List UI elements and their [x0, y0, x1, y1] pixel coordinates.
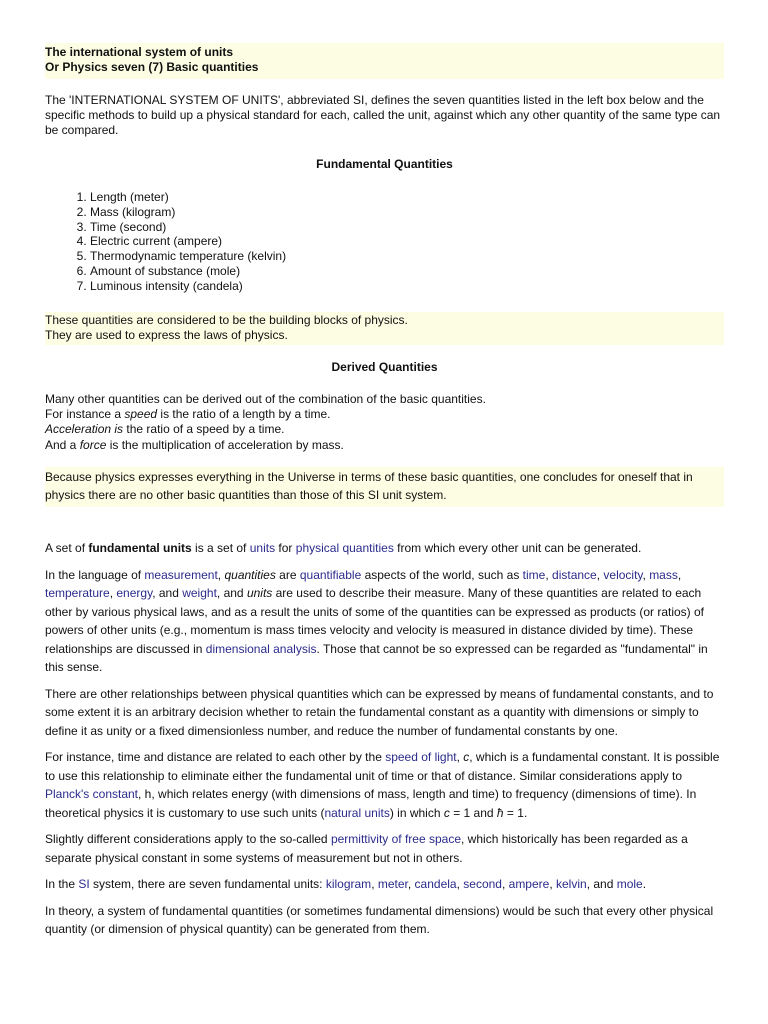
text-run: ,: [549, 877, 556, 891]
bold-term: fundamental units: [88, 541, 192, 555]
building-blocks-line-1: These quantities are considered to be the building blocks of physics.: [45, 313, 408, 327]
list-item: 7. Luminous intensity (candela): [90, 279, 724, 294]
link-second[interactable]: second: [463, 877, 502, 891]
link-dimensional-analysis[interactable]: dimensional analysis: [205, 641, 317, 656]
derived-line-4: [45, 438, 724, 453]
text-run: is a set of: [191, 541, 250, 555]
because-box: Because physics expresses everything in the Universe in terms of these basic quantities, one concludes for oneself that in physics there are no other basic quantities than those of this SI unit system.: [45, 467, 724, 507]
text-run: , and: [152, 586, 183, 600]
text-run: . Those that cannot be so expressed can be regarded as "fundamental" in this sense.: [45, 641, 708, 674]
link-ampere[interactable]: ampere: [508, 877, 550, 891]
list-item: 1. Length (meter): [90, 190, 724, 205]
text-run: For instance a: [45, 407, 125, 422]
link-si[interactable]: SI: [78, 877, 90, 891]
text-run: In the: [45, 877, 79, 891]
building-blocks-line-2: They are used to express the laws of physics.: [45, 328, 288, 342]
emphasis: ħ: [496, 805, 504, 820]
text-run: ,: [642, 567, 650, 582]
list-item: 3. Time (second): [90, 220, 724, 235]
text-run: ,: [545, 567, 553, 582]
title-line-1: The international system of units: [45, 45, 234, 59]
fundamental-list: [45, 190, 724, 294]
derived-line-2: [45, 407, 724, 422]
link-measurement[interactable]: measurement: [144, 567, 218, 582]
emphasis: quantities: [224, 567, 276, 582]
link-energy[interactable]: energy: [116, 586, 153, 600]
derived-line-1: Many other quantities can be derived out of the combination of the basic quantities.: [45, 392, 486, 406]
link-meter[interactable]: meter: [377, 877, 408, 891]
link-units[interactable]: units: [249, 541, 276, 555]
link-quantifiable[interactable]: quantifiable: [299, 567, 362, 582]
title-line-2: Or Physics seven (7) Basic quantities: [45, 60, 259, 74]
list-item: 6. Amount of substance (mole): [90, 264, 724, 279]
text-run: the ratio of a speed by a time.: [123, 422, 285, 437]
link-natural-units[interactable]: natural units: [324, 805, 390, 820]
list-item: 5. Thermodynamic temperature (kelvin): [90, 249, 724, 264]
text-run: ,: [456, 877, 464, 891]
text-run: ) in which: [389, 805, 444, 820]
text-run: ,: [371, 877, 378, 891]
emphasis: c: [463, 750, 470, 764]
text-run: are: [275, 567, 300, 582]
text-run: for: [275, 541, 296, 555]
text-run: And a: [45, 437, 80, 452]
wiki-paragraph-1: [45, 539, 724, 558]
link-weight[interactable]: weight: [182, 586, 217, 600]
text-run: from which every other unit can be generated.: [393, 541, 642, 555]
link-kilogram[interactable]: kilogram: [325, 877, 372, 891]
text-run: , and: [586, 877, 617, 891]
title-box: [45, 43, 724, 79]
text-run: aspects of the world, such as: [361, 567, 523, 582]
derived-paragraph: [45, 392, 724, 453]
list-item: 2. Mass (kilogram): [90, 205, 724, 220]
text-run: ,: [456, 750, 464, 764]
text-run: , which is a fundamental constant. It is possible to use this relationship to eliminate either the fundamental unit of time or that of distance. Similar considerations apply to: [45, 750, 720, 783]
link-plancks-constant[interactable]: Planck's constant: [45, 787, 139, 801]
wiki-section: [45, 539, 724, 947]
link-kelvin[interactable]: kelvin: [556, 877, 587, 891]
text-run: ,: [596, 567, 604, 582]
text-run: system, there are seven fundamental units:: [89, 877, 326, 891]
text-run: , and: [216, 586, 247, 600]
fundamental-heading: Fundamental Quantities: [316, 157, 453, 171]
emphasis: speed: [124, 407, 158, 422]
link-distance[interactable]: distance: [552, 567, 597, 582]
text-run: ,: [109, 586, 117, 600]
intro-paragraph: The 'INTERNATIONAL SYSTEM OF UNITS', abbreviated SI, defines the seven quantities listed in the left box below and the specific methods to build up a physical standard for each, called the unit, against which any other quantity of the same type can be compared.: [45, 93, 721, 137]
emphasis: c: [443, 805, 450, 820]
wiki-paragraph-6: [45, 875, 724, 894]
link-time[interactable]: time: [522, 567, 546, 582]
text-run: ,: [501, 877, 509, 891]
link-mole[interactable]: mole: [616, 877, 643, 891]
derived-line-3: [45, 422, 724, 437]
emphasis: force: [79, 437, 107, 452]
text-run: ,: [407, 877, 415, 891]
link-permittivity-of-free-space[interactable]: permittivity of free space: [330, 832, 462, 846]
link-speed-of-light[interactable]: speed of light: [385, 750, 457, 764]
list-item: 4. Electric current (ampere): [90, 234, 724, 249]
wiki-paragraph-4: [45, 748, 724, 822]
text-run: is the multiplication of acceleration by mass.: [106, 437, 344, 452]
text-run: Slightly different considerations apply to the so-called: [45, 832, 331, 846]
wiki-paragraph-2: [45, 566, 724, 677]
link-mass[interactable]: mass: [649, 567, 678, 582]
text-run: In the language of: [45, 567, 145, 582]
text-run: is the ratio of a length by a time.: [157, 407, 331, 422]
text-run: = 1.: [503, 805, 528, 820]
text-run: ,: [217, 567, 225, 582]
text-run: For instance, time and distance are related to each other by the: [45, 750, 386, 764]
link-temperature[interactable]: temperature: [45, 586, 110, 600]
wiki-paragraph-5: [45, 830, 724, 867]
building-blocks-box: [45, 312, 724, 345]
derived-heading: Derived Quantities: [331, 360, 438, 374]
emphasis: units: [246, 586, 273, 600]
wiki-paragraph-3: There are other relationships between physical quantities which can be expressed by means of fundamental constants, and to some extent it is an arbitrary decision whether to retain the fundamental constant as a quantity with dimensions or simply to define it as unity or a fixed dimensionless number, and reduce the number of fundamental constants by one.: [45, 686, 714, 738]
link-velocity[interactable]: velocity: [603, 567, 643, 582]
text-run: A set of: [45, 541, 89, 555]
emphasis: Acceleration is: [45, 422, 124, 437]
text-run: .: [642, 877, 647, 891]
text-run: , h, which relates energy (with dimensions of mass, length and time) to frequency (dimensions of time). In theoretical physics it is customary to use such units (: [45, 787, 697, 820]
text-run: , which historically has been regarded as a separate physical constant in some systems of measurement but not in others.: [45, 832, 688, 865]
link-candela[interactable]: candela: [414, 877, 457, 891]
text-run: are used to describe their measure. Many of these quantities are related to each other by various physical laws, and as a result the units of some of the quantities can be expressed as products (or ratios) of powers of other units (e.g., momentum is mass times velocity and velocity is measured in distance divided by time). These relationships are discussed in: [45, 586, 705, 656]
text-run: ,: [677, 567, 682, 582]
wiki-paragraph-7: In theory, a system of fundamental quantities (or sometimes fundamental dimensions) would be such that every other physical quantity (or dimension of physical quantity) can be generated from them.: [45, 903, 714, 936]
text-run: = 1 and: [449, 805, 497, 820]
link-physical-quantities[interactable]: physical quantities: [295, 541, 394, 555]
